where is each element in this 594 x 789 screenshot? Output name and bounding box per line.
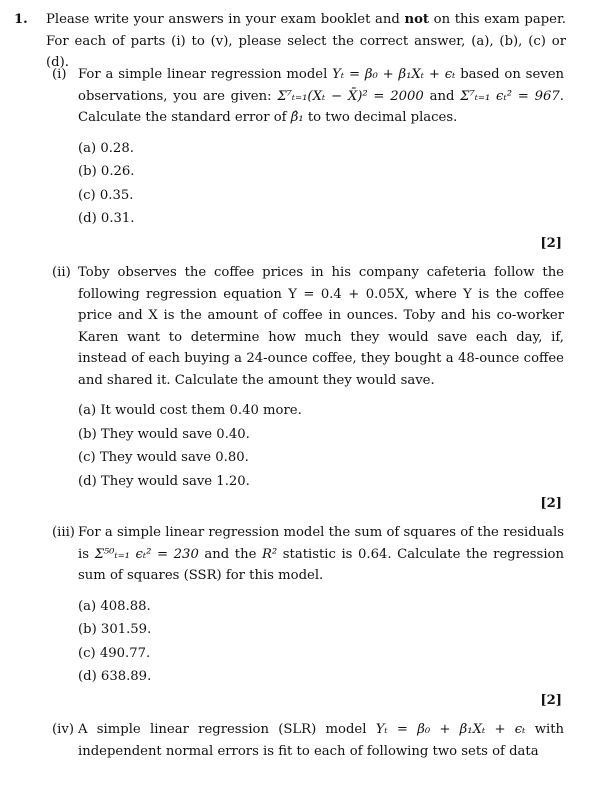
part-i-label: (i) — [52, 67, 67, 82]
part-iii-marks: [2] — [540, 693, 562, 708]
part-ii-label: (ii) — [52, 265, 71, 280]
part-iv-model-formula: Yₜ = β₀ + β₁Xₜ + ϵₜ — [375, 722, 526, 737]
part-iv-label: (iv) — [52, 722, 74, 737]
part-iv-stem — [52, 719, 564, 762]
part-iv-text — [78, 719, 564, 762]
part-i-text-3: and — [423, 88, 461, 104]
part-i-sum-e-formula: Σ⁷ₜ₌₁ ϵₜ² = 967 — [460, 88, 560, 104]
part-i-marks: [2] — [540, 236, 562, 251]
option-d: (d) They would save 1.20. — [78, 473, 250, 489]
part-i-options — [78, 137, 564, 231]
part-ii-options — [78, 399, 564, 493]
part-i-text-5: to two decimal places. — [303, 110, 458, 125]
part-iv — [52, 719, 564, 762]
part-i-text-1: For a simple linear regression model — [78, 67, 333, 82]
part-ii-text: Toby observes the coffee prices in his company cafeteria follow the following regression equation Y = 0.4 + 0.05X, where Y is the coffee price and X is the amount of coffee in ounces. Toby and his co-worker Karen want to determine how much they would save each day, if, instead of each buying a 24-ounce coffee, they bought a 48-ounce coffee and shared it. Calculate the amount they would save. — [78, 265, 564, 388]
part-ii-stem — [52, 262, 564, 391]
part-iii-r2-symbol: R² — [261, 546, 278, 562]
instructions-emphasis: not — [404, 12, 429, 27]
part-iii-text-1: For a simple linear regression model the sum of squares of the residuals is — [78, 525, 564, 562]
question-number: 1. — [14, 12, 28, 27]
part-iv-text-2: with independent normal errors is fit to each of following two sets of data — [78, 722, 564, 759]
part-i-text-4: . Calculate the standard error of — [78, 88, 564, 125]
option-b: (b) 301.59. — [78, 622, 152, 637]
instructions-post: on this exam paper. For each of parts (i) to (v), please select the correct answer, (a), (b), (c) or (d). — [46, 12, 566, 70]
option-a: (a) 0.28. — [78, 140, 134, 156]
part-ii — [52, 262, 564, 493]
instructions-pre: Please write your answers in your exam booklet and — [46, 12, 405, 27]
part-iii-text — [78, 522, 564, 587]
part-iii-text-3: statistic is 0.64. Calculate the regression sum of squares (SSR) for this model. — [78, 546, 564, 583]
part-i-sum-x-formula: Σ⁷ₜ₌₁(Xₜ − X̄)² = 2000 — [277, 88, 424, 104]
option-c: (c) They would save 0.80. — [78, 450, 249, 465]
part-i-text — [78, 64, 564, 129]
option-a: (a) 408.88. — [78, 598, 151, 614]
option-d: (d) 638.89. — [78, 669, 152, 684]
option-a: (a) It would cost them 0.40 more. — [78, 403, 302, 418]
part-iii-sum-formula: Σ⁵⁰ₜ₌₁ ϵₜ² = 230 — [94, 546, 199, 562]
part-iii-stem — [52, 522, 564, 587]
part-iii-label: (iii) — [52, 525, 75, 540]
part-i-text-2: based on seven observations, you are given: — [78, 67, 564, 104]
part-i — [52, 64, 564, 231]
option-b: (b) They would save 0.40. — [78, 426, 250, 442]
part-iv-text-1: A simple linear regression (SLR) model — [78, 722, 376, 737]
part-iii — [52, 522, 564, 689]
option-b: (b) 0.26. — [78, 164, 135, 179]
part-ii-marks: [2] — [540, 496, 562, 511]
part-iii-text-2: and the — [198, 546, 262, 562]
option-c: (c) 490.77. — [78, 645, 151, 661]
part-i-model-formula: Yₜ = β₀ + β₁Xₜ + ϵₜ — [332, 67, 456, 82]
option-d: (d) 0.31. — [78, 211, 135, 226]
part-iii-options — [78, 595, 564, 689]
option-c: (c) 0.35. — [78, 187, 134, 203]
part-i-beta-symbol: β̂₁ — [290, 110, 304, 125]
part-i-stem — [52, 64, 564, 129]
